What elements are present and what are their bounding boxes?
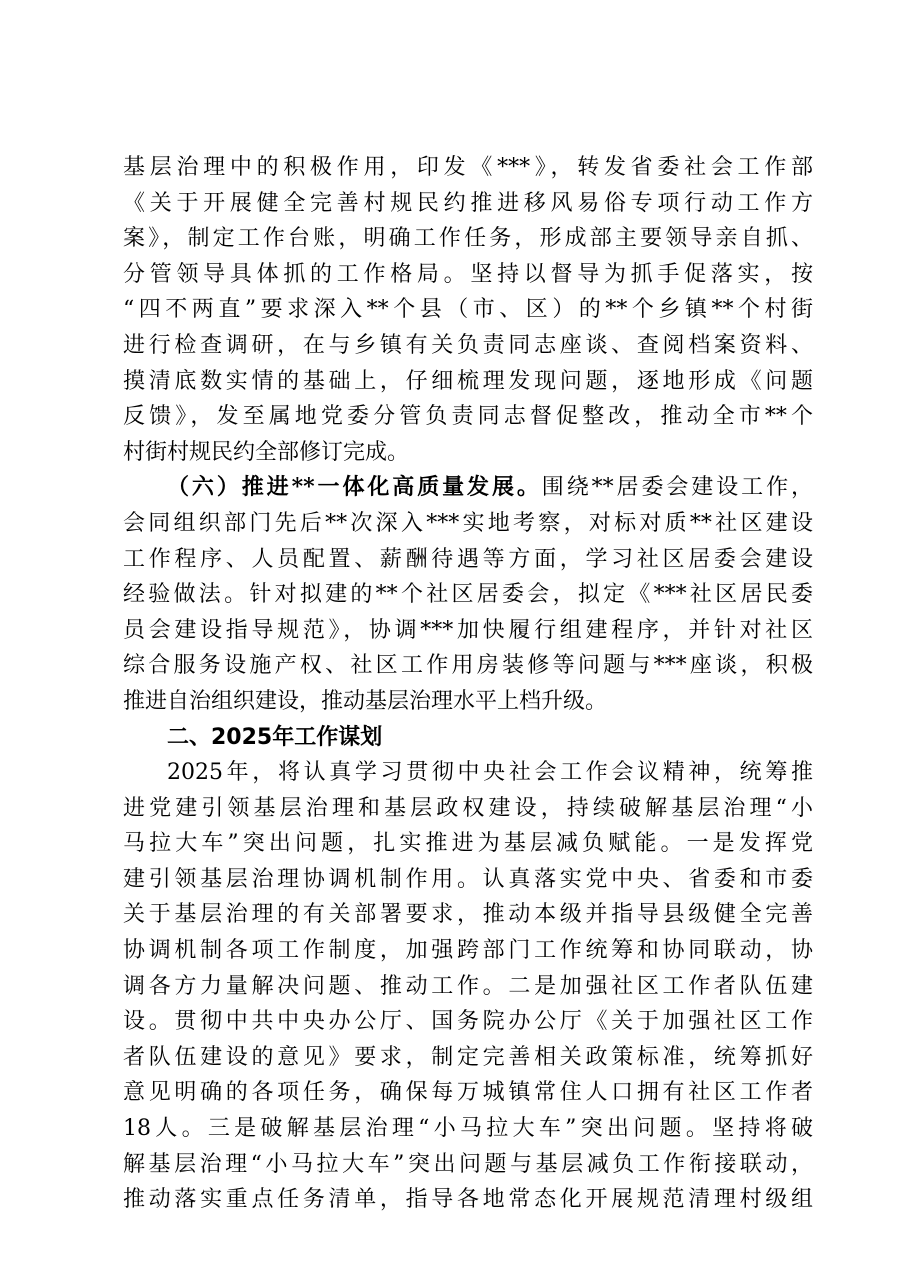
paragraph-line: 马拉大车”突出问题，扎实推进为基层减负赋能。一是发挥党	[123, 831, 813, 857]
paragraph-line: 分管领导具体抓的工作格局。坚持以督导为抓手促落实，按	[123, 261, 813, 287]
paragraph-line: 关于基层治理的有关部署要求，推动本级并指导县级健全完善	[123, 902, 813, 928]
paragraph-line: 者队伍建设的意见》要求，制定完善相关政策标准，统筹抓好	[123, 1044, 813, 1070]
section-heading-two: 二、2025年工作谋划	[167, 724, 383, 750]
paragraph-line: 综合服务设施产权、社区工作用房装修等问题与***座谈，积极	[123, 653, 813, 679]
paragraph-line: 调各方力量解决问题、推动工作。二是加强社区工作者队伍建	[123, 973, 813, 999]
paragraph-line: 《关于开展健全完善村规民约推进移风易俗专项行动工作方	[123, 190, 813, 216]
paragraph-line: 员会建设指导规范》，协调***加快履行组建程序，并针对社区	[123, 617, 813, 643]
paragraph-line: 摸清底数实情的基础上，仔细梳理发现问题，逐地形成《问题	[123, 368, 813, 394]
paragraph-line: 设。贯彻中共中央办公厅、国务院办公厅《关于加强社区工作	[123, 1009, 813, 1035]
paragraph-line: 建引领基层治理协调机制作用。认真落实党中央、省委和市委	[123, 866, 813, 892]
paragraph-text: 围绕**居委会建设工作，	[541, 475, 813, 501]
paragraph-line: 反馈》，发至属地党委分管负责同志督促整改，推动全市**个	[123, 404, 813, 430]
paragraph-line: 进党建引领基层治理和基层政权建设，持续破解基层治理“小	[123, 795, 813, 821]
paragraph-line: 协调机制各项工作制度，加强跨部门工作统筹和协同联动，协	[123, 938, 813, 964]
paragraph-line: 会同组织部门先后**次深入***实地考察，对标对质**社区建设	[123, 510, 813, 536]
section-heading-six: （六）推进**一体化高质量发展。	[167, 474, 542, 501]
paragraph-line: 案》，制定工作台账，明确工作任务，形成部主要领导亲自抓、	[123, 226, 813, 252]
paragraph-line: 基层治理中的积极作用，印发《***》，转发省委社会工作部	[123, 155, 813, 180]
paragraph-line: “四不两直”要求深入**个县（市、区）的**个乡镇**个村街	[123, 297, 813, 323]
paragraph-line: 2025年，将认真学习贯彻中央社会工作会议精神，统筹推	[167, 760, 813, 786]
document-body	[123, 150, 813, 1218]
paragraph-line: 经验做法。针对拟建的**个社区居委会，拟定《***社区居民委	[123, 582, 813, 608]
paragraph-line: 进行检查调研，在与乡镇有关负责同志座谈、查阅档案资料、	[123, 332, 813, 358]
paragraph-line: 解基层治理“小马拉大车”突出问题与基层减负工作衔接联动，	[123, 1151, 813, 1177]
paragraph-line: 意见明确的各项任务，确保每万城镇常住人口拥有社区工作者	[123, 1080, 813, 1106]
paragraph-line: 推进自治组织建设，推动基层治理水平上档升级。	[123, 688, 608, 714]
paragraph-line: 18人。三是破解基层治理“小马拉大车”突出问题。坚持将破	[123, 1116, 813, 1142]
paragraph-line: 推动落实重点任务清单，指导各地常态化开展规范清理村级组	[123, 1187, 813, 1213]
paragraph-line: 工作程序、人员配置、薪酬待遇等方面，学习社区居委会建设	[123, 546, 813, 572]
section-paragraph-start	[123, 470, 813, 506]
paragraph-line: 村街村规民约全部修订完成。	[123, 439, 410, 465]
